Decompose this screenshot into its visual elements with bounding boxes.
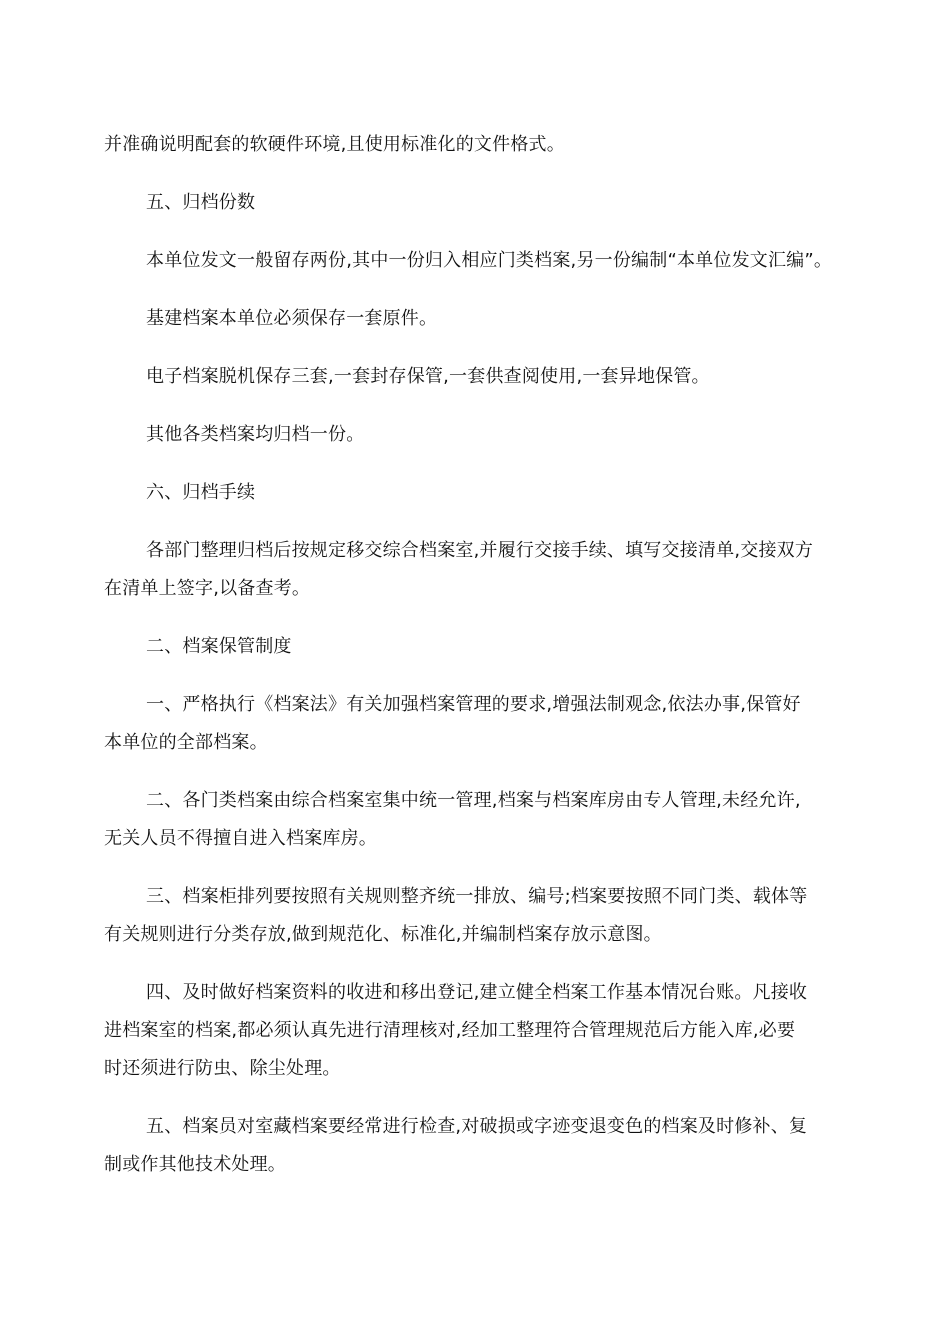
text-line: 电子档案脱机保存三套,一套封存保管,一套供查阅使用,一套异地保管。 — [146, 366, 710, 387]
paragraph-archive-law — [104, 686, 850, 762]
text-line: 一、严格执行《档案法》有关加强档案管理的要求,增强法制观念,依法办事,保管好 — [146, 694, 801, 715]
text-line: 时还须进行防虫、除尘处理。 — [104, 1058, 341, 1079]
text-line: 制或作其他技术处理。 — [104, 1154, 286, 1175]
text-line: 三、档案柜排列要按照有关规则整齐统一排放、编号;档案要按照不同门类、载体等 — [146, 886, 808, 907]
text-line: 并准确说明配套的软硬件环境,且使用标准化的文件格式。 — [104, 134, 565, 155]
paragraph-construction-archives — [104, 300, 850, 338]
text-line: 二、档案保管制度 — [146, 636, 292, 657]
text-line: 各部门整理归档后按规定移交综合档案室,并履行交接手续、填写交接清单,交接双方 — [146, 540, 814, 561]
paragraph-other-archives — [104, 416, 850, 454]
text-line: 基建档案本单位必须保存一套原件。 — [146, 308, 438, 329]
paragraph-inspection — [104, 1108, 850, 1184]
heading-custody-system — [104, 628, 850, 666]
text-line: 进档案室的档案,都必须认真先进行清理核对,经加工整理符合管理规范后方能入库,必要 — [104, 1020, 796, 1041]
text-line: 四、及时做好档案资料的收进和移出登记,建立健全档案工作基本情况台账。凡接收 — [146, 982, 808, 1003]
paragraph-issued-documents — [104, 242, 850, 280]
text-line: 无关人员不得擅自进入档案库房。 — [104, 828, 377, 849]
text-line: 在清单上签字,以备查考。 — [104, 578, 311, 599]
text-line: 二、各门类档案由综合档案室集中统一管理,档案与档案库房由专人管理,未经允许, — [146, 790, 801, 811]
heading-archive-procedures — [104, 474, 850, 512]
text-line: 六、归档手续 — [146, 482, 256, 503]
text-line: 五、归档份数 — [146, 192, 256, 213]
paragraph-registration — [104, 974, 850, 1088]
paragraph-software-environment — [104, 126, 850, 164]
paragraph-cabinet-arrangement — [104, 878, 850, 954]
paragraph-centralized-management — [104, 782, 850, 858]
text-line: 本单位发文一般留存两份,其中一份归入相应门类档案,另一份编制“本单位发文汇编”。 — [146, 250, 833, 271]
paragraph-electronic-archives — [104, 358, 850, 396]
text-line: 其他各类档案均归档一份。 — [146, 424, 365, 445]
heading-archive-copies — [104, 184, 850, 222]
paragraph-handover — [104, 532, 850, 608]
text-line: 有关规则进行分类存放,做到规范化、标准化,并编制档案存放示意图。 — [104, 924, 662, 945]
text-line: 本单位的全部档案。 — [104, 732, 268, 753]
text-line: 五、档案员对室藏档案要经常进行检查,对破损或字迹变退变色的档案及时修补、复 — [146, 1116, 808, 1137]
